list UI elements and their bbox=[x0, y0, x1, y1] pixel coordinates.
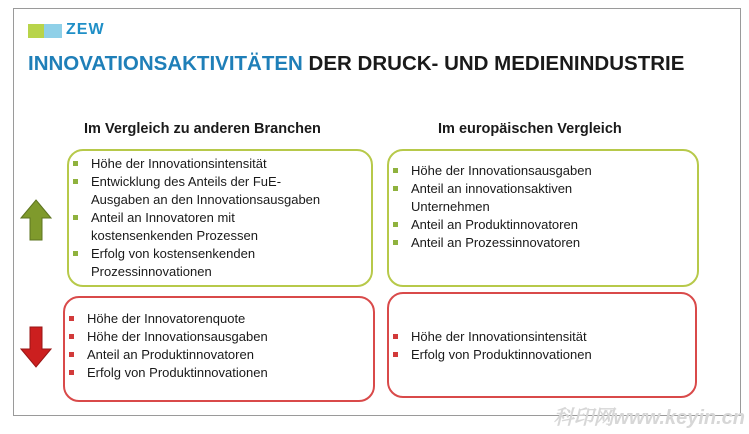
list-item: Erfolg von Produktinnovationen bbox=[65, 364, 373, 382]
list-item: Erfolg von kostensenkenden Prozessinnovationen bbox=[69, 245, 371, 281]
list-item: Entwicklung des Anteils der FuE- Ausgaben an den Innovationsausgaben bbox=[69, 173, 371, 209]
left-negative-box bbox=[63, 296, 375, 402]
left-column-heading: Im Vergleich zu anderen Branchen bbox=[84, 121, 321, 137]
left-positive-box bbox=[67, 149, 373, 287]
arrow-down-icon bbox=[20, 326, 52, 368]
logo-bar-blue bbox=[44, 24, 62, 38]
right-column-heading: Im europäischen Vergleich bbox=[438, 121, 622, 137]
list-item: Anteil an innovationsaktiven Unternehmen bbox=[389, 180, 697, 216]
right-positive-box bbox=[387, 149, 699, 287]
list-item: Anteil an Innovatoren mit kostensenkenden Prozessen bbox=[69, 209, 371, 245]
title-rest: DER DRUCK- UND MEDIENINDUSTRIE bbox=[302, 52, 685, 75]
list-item: Erfolg von Produktinnovationen bbox=[389, 346, 695, 364]
arrow-up-icon bbox=[20, 199, 52, 241]
list-item: Höhe der Innovatorenquote bbox=[65, 310, 373, 328]
logo-text: ZEW bbox=[66, 21, 105, 38]
list-item: Anteil an Produktinnovatoren bbox=[389, 216, 697, 234]
list-item: Anteil an Prozessinnovatoren bbox=[389, 234, 697, 252]
logo-bar-green bbox=[28, 24, 44, 38]
slide-title bbox=[28, 52, 684, 76]
list-item: Höhe der Innovationsintensität bbox=[389, 328, 695, 346]
list-item: Anteil an Produktinnovatoren bbox=[65, 346, 373, 364]
list-item: Höhe der Innovationsintensität bbox=[69, 155, 371, 173]
watermark: 科印网www.keyin.cn bbox=[553, 407, 745, 429]
list-item: Höhe der Innovationsausgaben bbox=[389, 162, 697, 180]
right-negative-box bbox=[387, 292, 697, 398]
list-item: Höhe der Innovationsausgaben bbox=[65, 328, 373, 346]
title-highlight: INNOVATIONSAKTIVITÄTEN bbox=[28, 52, 303, 75]
